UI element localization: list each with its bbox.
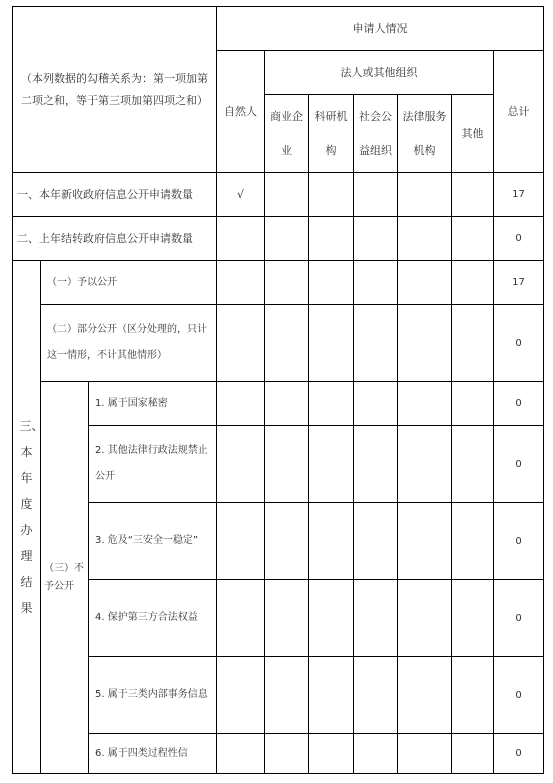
row3-3-1-total: 0 xyxy=(494,382,544,426)
row3-3-5-label: 5. 属于三类内部事务信息 xyxy=(89,657,217,734)
row2-label: 二、上年结转政府信息公开申请数量 xyxy=(13,217,217,261)
header-research: 科研机构 xyxy=(309,95,354,173)
row3-3-6-label: 6. 属于四类过程性信 xyxy=(89,734,217,774)
row3-3-2-label: 2. 其他法律行政法规禁止公开 xyxy=(89,426,217,503)
row1-total: 17 xyxy=(494,173,544,217)
row3-3-2-total: 0 xyxy=(494,426,544,503)
row1-natural: √ xyxy=(217,173,265,217)
row1-label: 一、本年新收政府信息公开申请数量 xyxy=(13,173,217,217)
row3-3-4-label: 4. 保护第三方合法权益 xyxy=(89,580,217,657)
row3-3-5-total: 0 xyxy=(494,657,544,734)
header-legal-service: 法律服务机构 xyxy=(398,95,452,173)
row3-3-group-label xyxy=(41,382,89,774)
header-total: 总计 xyxy=(494,51,544,173)
row3-3-6-total: 0 xyxy=(494,734,544,774)
row3-3-group-text: （三）不予公开 xyxy=(44,562,84,592)
row3-1-total: 17 xyxy=(494,261,544,305)
statistics-table xyxy=(12,6,544,774)
section3-text: 三、本年度办理结果 xyxy=(19,419,44,615)
row3-3-1-label: 1. 属于国家秘密 xyxy=(89,382,217,426)
header-commercial: 商业企业 xyxy=(265,95,309,173)
row3-2-label: （二）部分公开（区分处理的，只计这一情形，不计其他情形） xyxy=(41,305,217,382)
row3-3-3-total: 0 xyxy=(494,503,544,580)
header-natural-person: 自然人 xyxy=(217,51,265,173)
section3-label xyxy=(13,261,44,774)
header-social: 社会公益组织 xyxy=(354,95,398,173)
row3-3-4-total: 0 xyxy=(494,580,544,657)
header-other: 其他 xyxy=(452,95,494,173)
header-note: （本列数据的勾稽关系为：第一项加第二项之和，等于第三项加第四项之和） xyxy=(13,7,217,173)
row3-3-3-label: 3. 危及“三安全一稳定” xyxy=(89,503,217,580)
row2-total: 0 xyxy=(494,217,544,261)
header-applicant: 申请人情况 xyxy=(217,7,544,51)
row3-2-total: 0 xyxy=(494,305,544,382)
row3-1-label: （一）予以公开 xyxy=(41,261,217,305)
header-legal-org: 法人或其他组织 xyxy=(265,51,494,95)
